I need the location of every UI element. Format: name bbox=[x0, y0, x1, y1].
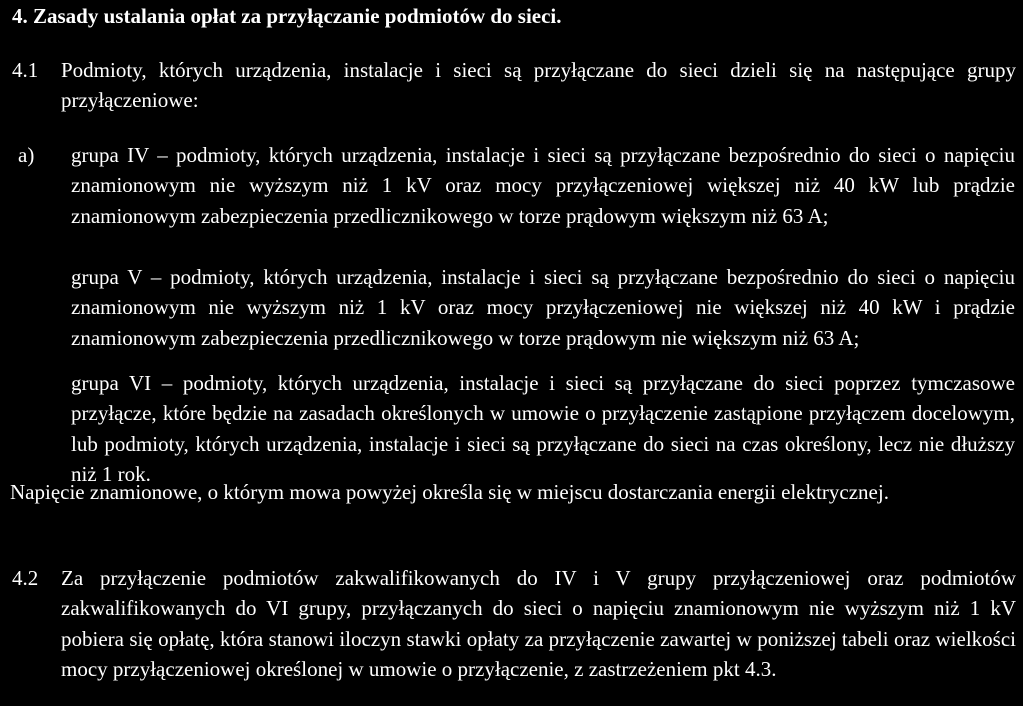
section-heading: 4. Zasady ustalania opłat za przyłączanie podmiotów do sieci. bbox=[12, 4, 562, 28]
group-vi-description: grupa VI – podmioty, których urządzenia, instalacje i sieci są przyłączane do sieci poprzez tymczasowe przyłącze, które będzie na zasadach określonych w umowie o przyłączenie zastąpione przyłączem docelowym, lub podmioty, których urządzenia, instalacje i sieci są przyłączane do sieci na czas określony, lecz nie dłuższy niż 1 rok. bbox=[71, 371, 1015, 487]
list-marker-a: a) bbox=[18, 143, 35, 167]
paragraph-number-4-1: 4.1 bbox=[12, 58, 39, 82]
paragraph-number-4-2: 4.2 bbox=[12, 566, 39, 590]
nominal-voltage-note: Napięcie znamionowe, o którym mowa powyżej określa się w miejscu dostarczania energii elektrycznej. bbox=[10, 480, 889, 504]
paragraph-4-1-text: Podmioty, których urządzenia, instalacje i sieci są przyłączane do sieci dzieli się na następujące grupy przyłączeniowe: bbox=[61, 58, 1016, 113]
paragraph-4-2-text: Za przyłączenie podmiotów zakwalifikowanych do IV i V grupy przyłączeniowej oraz podmiotów zakwalifikowanych do VI grupy, przyłączanych do sieci o napięciu znamionowym nie wyższym niż 1 kV pobiera się opłatę, która stanowi iloczyn stawki opłaty za przyłączenie zawartej w poniższej tabeli oraz wielkości mocy przyłączeniowej określonej w umowie o przyłączenie, z zastrzeżeniem pkt 4.3. bbox=[61, 566, 1016, 682]
group-v-description: grupa V – podmioty, których urządzenia, instalacje i sieci są przyłączane bezpośrednio do sieci o napięciu znamionowym nie wyższym niż 1 kV oraz mocy przyłączeniowej nie większej niż 40 kW i prądzie znamionowym zabezpieczenia przedlicznikowego w torze prądowym nie większym niż 63 A; bbox=[71, 265, 1015, 350]
group-iv-description: grupa IV – podmioty, których urządzenia, instalacje i sieci są przyłączane bezpośrednio do sieci o napięciu znamionowym nie wyższym niż 1 kV oraz mocy przyłączeniowej większej niż 40 kW lub prądzie znamionowym zabezpieczenia przedlicznikowego w torze prądowym większym niż 63 A; bbox=[71, 143, 1015, 228]
